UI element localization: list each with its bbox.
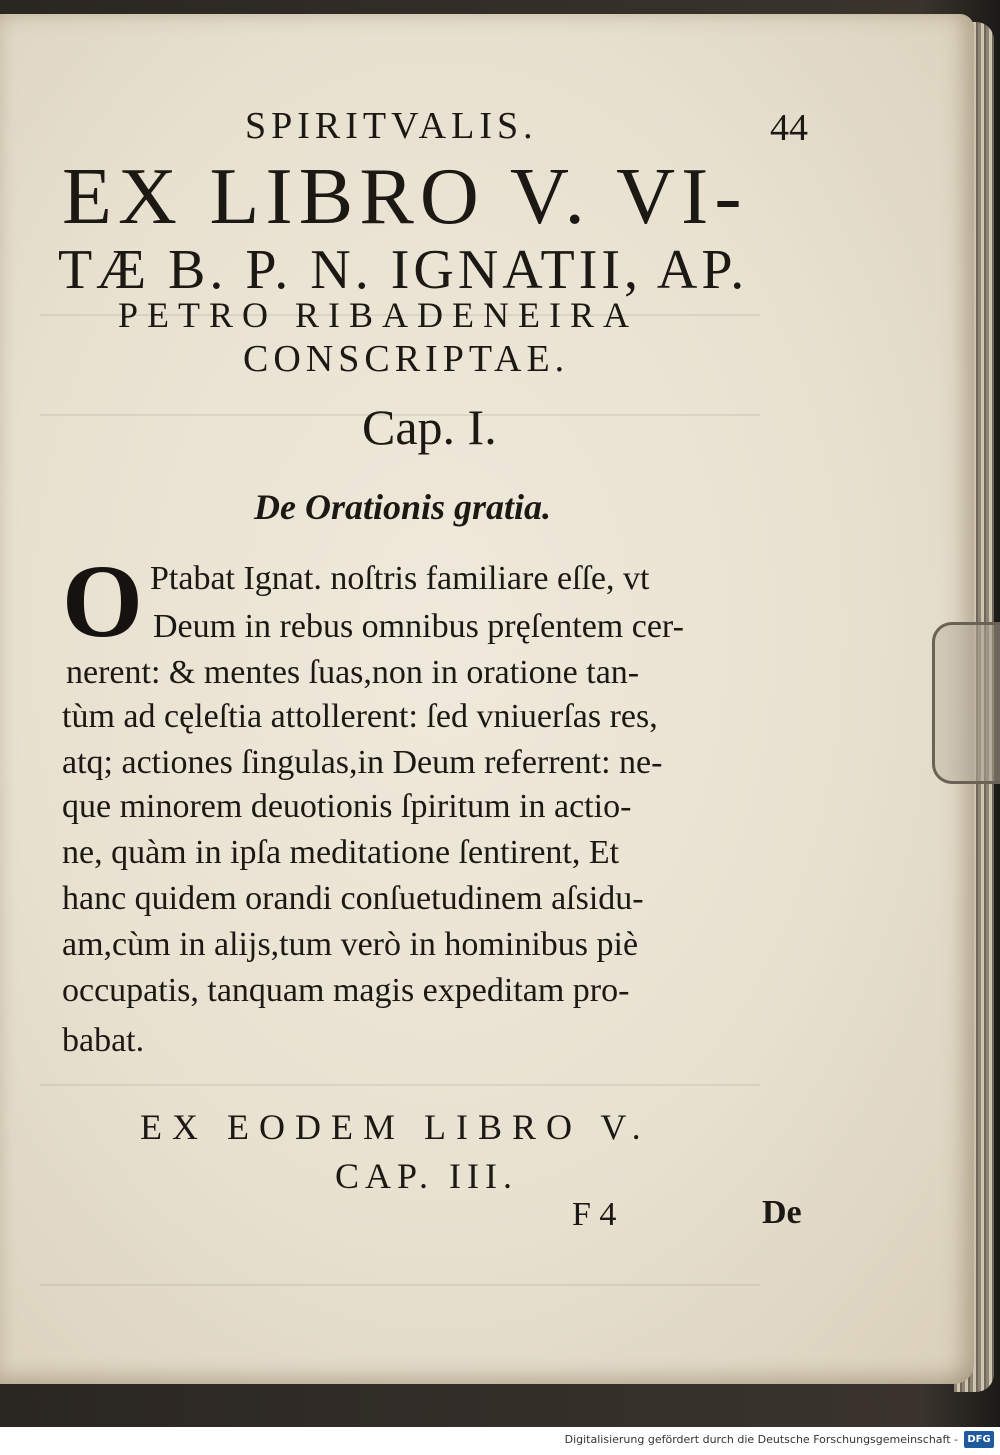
body-line: tùm ad cęleſtia attollerent: ſed vniuerſas res,	[62, 698, 658, 735]
body-line: Deum in rebus omnibus pręſentem cer-	[153, 608, 684, 645]
show-through-4	[40, 1244, 760, 1286]
dfg-logo: DFG	[964, 1431, 994, 1448]
body-line: ne, quàm in ipſa meditatione ſentirent, Et	[62, 834, 620, 871]
catchword: De	[762, 1194, 802, 1231]
running-head: SPIRITVALIS.	[245, 105, 538, 147]
show-through-3	[40, 1044, 760, 1086]
section-heading: EX EODEM LIBRO V.	[140, 1107, 651, 1147]
chapter-subtitle: De Orationis gratia.	[254, 487, 552, 527]
title-line-3: PETRO RIBADENEIRA	[118, 295, 638, 335]
title-line-2: TÆ B. P. N. IGNATII, AP.	[58, 239, 749, 301]
section-chapter: CAP. III.	[335, 1156, 519, 1196]
body-line: hanc quidem orandi conſuetudinem aſsidu-	[62, 880, 644, 917]
chapter-heading: Cap. I.	[362, 399, 497, 455]
body-line: Ptabat Ignat. noſtris familiare eſſe, vt	[150, 560, 650, 597]
body-line: babat.	[62, 1022, 145, 1059]
body-line: atq; actiones ſingulas,in Deum referrent: ne-	[62, 744, 663, 781]
body-line: am,cùm in alijs,tum verò in hominibus piè	[62, 926, 639, 963]
signature-mark: F 4	[572, 1196, 617, 1233]
page-clip	[932, 622, 1000, 784]
digitization-credit: Digitalisierung gefördert durch die Deutsche Forschungsgemeinschaft -	[564, 1433, 958, 1446]
body-line: nerent: & mentes ſuas,non in oratione tan-	[66, 654, 640, 691]
title-line-1: EX LIBRO V. VI-	[62, 153, 748, 241]
body-line: que minorem deuotionis ſpiritum in actio-	[62, 788, 632, 825]
title-line-4: CONSCRIPTAE.	[243, 338, 570, 380]
page-number: 44	[770, 107, 808, 149]
body-line: occupatis, tanquam magis expeditam pro-	[62, 972, 630, 1009]
drop-cap: O	[62, 544, 143, 659]
